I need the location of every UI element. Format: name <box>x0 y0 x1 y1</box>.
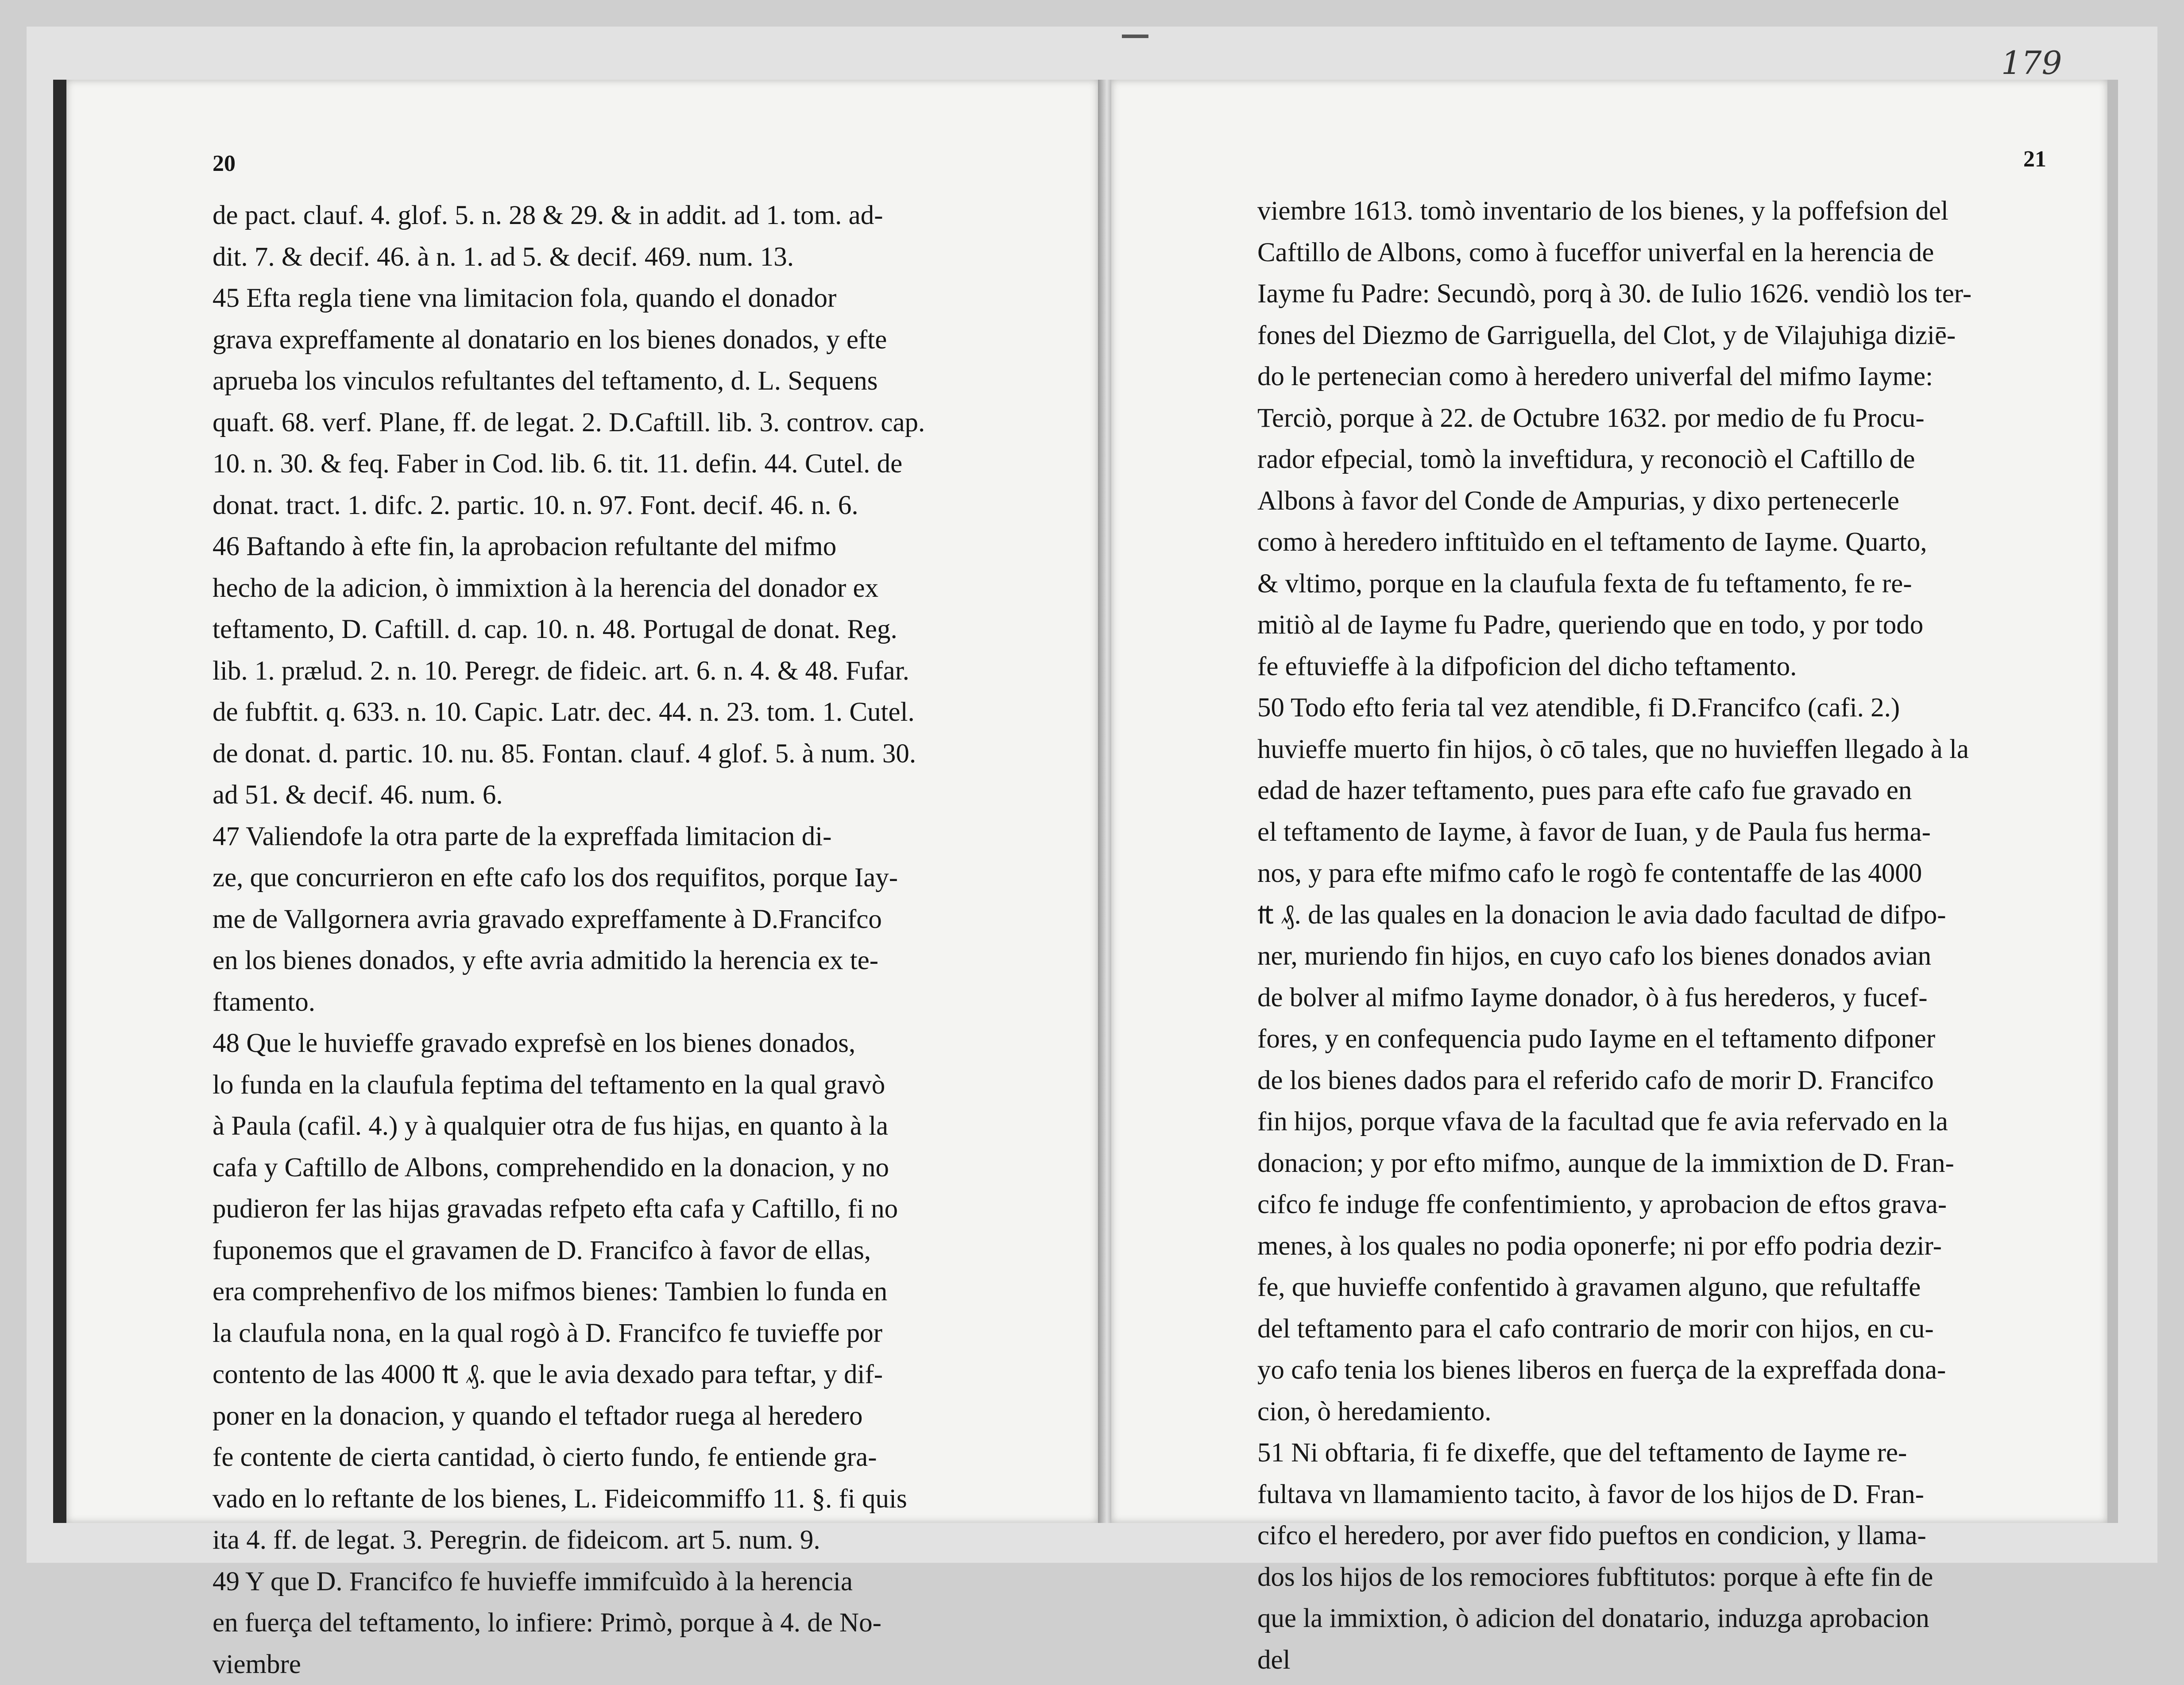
text-line: menes, à los quales no podia oponerfe; ni por effo podria dezir- <box>1257 1225 2045 1267</box>
right-page-text <box>1257 190 2045 1681</box>
text-line: à Paula (cafil. 4.) y à qualquier otra de fus hijas, en quanto à la <box>213 1105 1001 1147</box>
text-line: de fubftit. q. 633. n. 10. Capic. Latr. dec. 44. n. 23. tom. 1. Cutel. <box>213 692 1001 733</box>
text-line: la claufula nona, en la qual rogò à D. Francifco fe tuvieffe por <box>213 1313 1001 1354</box>
text-line: aprueba los vinculos refultantes del teftamento, d. L. Sequens <box>213 360 1001 402</box>
text-line: cifco fe induge ffe confentimiento, y aprobacion de eftos grava- <box>1257 1184 2045 1225</box>
text-line: mitiò al de Iayme fu Padre, queriendo que en todo, y por todo <box>1257 604 2045 646</box>
handwritten-folio-number: 179 <box>2001 44 2062 81</box>
text-line: me de Vallgornera avria gravado expreffamente à D.Francifco <box>213 899 1001 940</box>
text-line: dos los hijos de los remociores fubftitutos: porque à efte fin de <box>1257 1557 2045 1598</box>
text-line: fe contente de cierta cantidad, ò cierto fundo, fe entiende gra- <box>213 1437 1001 1478</box>
text-line: & vltimo, porque en la claufula fexta de fu teftamento, fe re- <box>1257 563 2045 605</box>
text-line: de los bienes dados para el referido cafo de morir D. Francifco <box>1257 1060 2045 1101</box>
text-line: ad 51. & decif. 46. num. 6. <box>213 774 1001 816</box>
text-line: ₶ ₰. de las quales en la donacion le avia dado facultad de difpo- <box>1257 894 2045 936</box>
text-line: lib. 1. prælud. 2. n. 10. Peregr. de fideic. art. 6. n. 4. & 48. Fufar. <box>213 650 1001 692</box>
text-line: pudieron fer las hijas gravadas refpeto efta cafa y Caftillo, fi no <box>213 1188 1001 1230</box>
text-line: cafa y Caftillo de Albons, comprehendido en la donacion, y no <box>213 1147 1001 1189</box>
text-line: teftamento, D. Caftill. d. cap. 10. n. 48. Portugal de donat. Reg. <box>213 609 1001 650</box>
text-line: contento de las 4000 ₶ ₰. que le avia dexado para teftar, y dif- <box>213 1354 1001 1395</box>
left-page-text <box>213 195 1001 1685</box>
text-line: Terciò, porque à 22. de Octubre 1632. por medio de fu Procu- <box>1257 398 2045 439</box>
text-line: 10. n. 30. & feq. Faber in Cod. lib. 6. tit. 11. defin. 44. Cutel. de <box>213 443 1001 485</box>
text-line: fe, que huvieffe confentido à gravamen alguno, que refultaffe <box>1257 1267 2045 1308</box>
text-line: Caftillo de Albons, como à fuceffor univerfal en la herencia de <box>1257 232 2045 274</box>
text-line: Albons à favor del Conde de Ampurias, y dixo pertenecerle <box>1257 480 2045 522</box>
right-page <box>1111 80 2118 1523</box>
text-line: ftamento. <box>213 982 1001 1023</box>
text-line: donat. tract. 1. difc. 2. partic. 10. n. 97. Font. decif. 46. n. 6. <box>213 485 1001 526</box>
text-line: viembre <box>213 1644 1001 1685</box>
fold-mark <box>1122 35 1148 38</box>
text-line: de donat. d. partic. 10. nu. 85. Fontan. clauf. 4 glof. 5. à num. 30. <box>213 733 1001 775</box>
text-line: 50 Todo efto feria tal vez atendible, fi D.Francifco (cafi. 2.) <box>1257 687 2045 729</box>
text-line: fores, y en confequencia pudo Iayme en el teftamento difponer <box>1257 1018 2045 1060</box>
text-line: 45 Efta regla tiene vna limitacion fola, quando el donador <box>213 278 1001 319</box>
text-line: Iayme fu Padre: Secundò, porq à 30. de Iulio 1626. vendiò los ter- <box>1257 273 2045 315</box>
text-line: huvieffe muerto fin hijos, ò cō tales, que no huvieffen llegado à la <box>1257 729 2045 770</box>
text-line: cifco el heredero, por aver fido pueftos en condicion, y llama- <box>1257 1515 2045 1557</box>
text-line: poner en la donacion, y quando el teftador ruega al heredero <box>213 1395 1001 1437</box>
text-line: fin hijos, porque vfava de la facultad que fe avia refervado en la <box>1257 1101 2045 1143</box>
text-line: que la immixtion, ò adicion del donatario, induzga aprobacion <box>1257 1598 2045 1639</box>
text-line: nos, y para efte mifmo cafo le rogò fe contentaffe de las 4000 <box>1257 853 2045 894</box>
text-line: ita 4. ff. de legat. 3. Peregrin. de fideicom. art 5. num. 9. <box>213 1519 1001 1561</box>
text-line: fones del Diezmo de Garriguella, del Clot, y de Vilajuhiga diziē- <box>1257 315 2045 356</box>
text-line: grava expreffamente al donatario en los bienes donados, y efte <box>213 319 1001 361</box>
book-spread <box>27 27 2157 1563</box>
text-line: 51 Ni obftaria, fi fe dixeffe, que del teftamento de Iayme re- <box>1257 1432 2045 1474</box>
left-page <box>53 80 1098 1523</box>
text-line: quaft. 68. verf. Plane, ff. de legat. 2. D.Caftill. lib. 3. controv. cap. <box>213 402 1001 444</box>
text-line: fuponemos que el gravamen de D. Francifco à favor de ellas, <box>213 1230 1001 1271</box>
text-line: fe eftuvieffe à la difpoficion del dicho teftamento. <box>1257 646 2045 688</box>
text-line: 46 Baftando à efte fin, la aprobacion refultante del mifmo <box>213 526 1001 568</box>
right-page-number: 21 <box>2023 146 2046 172</box>
text-line: de pact. clauf. 4. glof. 5. n. 28 & 29. & in addit. ad 1. tom. ad- <box>213 195 1001 236</box>
text-line: dit. 7. & decif. 46. à n. 1. ad 5. & decif. 469. num. 13. <box>213 236 1001 278</box>
text-line: lo funda en la claufula feptima del teftamento en la qual gravò <box>213 1064 1001 1106</box>
left-page-number: 20 <box>213 151 236 177</box>
text-line: en los bienes donados, y efte avria admitido la herencia ex te- <box>213 940 1001 982</box>
text-line: del teftamento para el cafo contrario de morir con hijos, en cu- <box>1257 1308 2045 1350</box>
text-line: de bolver al mifmo Iayme donador, ò à fus herederos, y fucef- <box>1257 977 2045 1019</box>
text-line: 48 Que le huvieffe gravado exprefsè en los bienes donados, <box>213 1023 1001 1064</box>
text-line: viembre 1613. tomò inventario de los bienes, y la poffefsion del <box>1257 190 2045 232</box>
text-line: 49 Y que D. Francifco fe huvieffe immifcuìdo à la herencia <box>213 1561 1001 1603</box>
text-line: vado en lo reftante de los bienes, L. Fideicommiffo 11. §. fi quis <box>213 1478 1001 1520</box>
text-line: hecho de la adicion, ò immixtion à la herencia del donador ex <box>213 568 1001 609</box>
text-line: ze, que concurrieron en efte cafo los dos requifitos, porque Iay- <box>213 857 1001 899</box>
text-line: ner, muriendo fin hijos, en cuyo cafo los bienes donados avian <box>1257 935 2045 977</box>
text-line: edad de hazer teftamento, pues para efte cafo fue gravado en <box>1257 770 2045 812</box>
text-line: rador efpecial, tomò la inveftidura, y reconociò el Caftillo de <box>1257 439 2045 480</box>
text-line: yo cafo tenia los bienes liberos en fuerça de la expreffada dona- <box>1257 1349 2045 1391</box>
text-line: en fuerça del teftamento, lo infiere: Primò, porque à 4. de No- <box>213 1602 1001 1644</box>
text-line: 47 Valiendofe la otra parte de la expreffada limitacion di- <box>213 816 1001 858</box>
text-line: donacion; y por efto mifmo, aunque de la immixtion de D. Fran- <box>1257 1143 2045 1184</box>
text-line: como à heredero inftituìdo en el teftamento de Iayme. Quarto, <box>1257 522 2045 563</box>
text-line: do le pertenecian como à heredero univerfal del mifmo Iayme: <box>1257 356 2045 398</box>
text-line: del <box>1257 1639 2045 1681</box>
text-line: cion, ò heredamiento. <box>1257 1391 2045 1433</box>
text-line: el teftamento de Iayme, à favor de Iuan, y de Paula fus herma- <box>1257 812 2045 853</box>
text-line: era comprehenfivo de los mifmos bienes: Tambien lo funda en <box>213 1271 1001 1313</box>
text-line: fultava vn llamamiento tacito, à favor de los hijos de D. Fran- <box>1257 1474 2045 1515</box>
